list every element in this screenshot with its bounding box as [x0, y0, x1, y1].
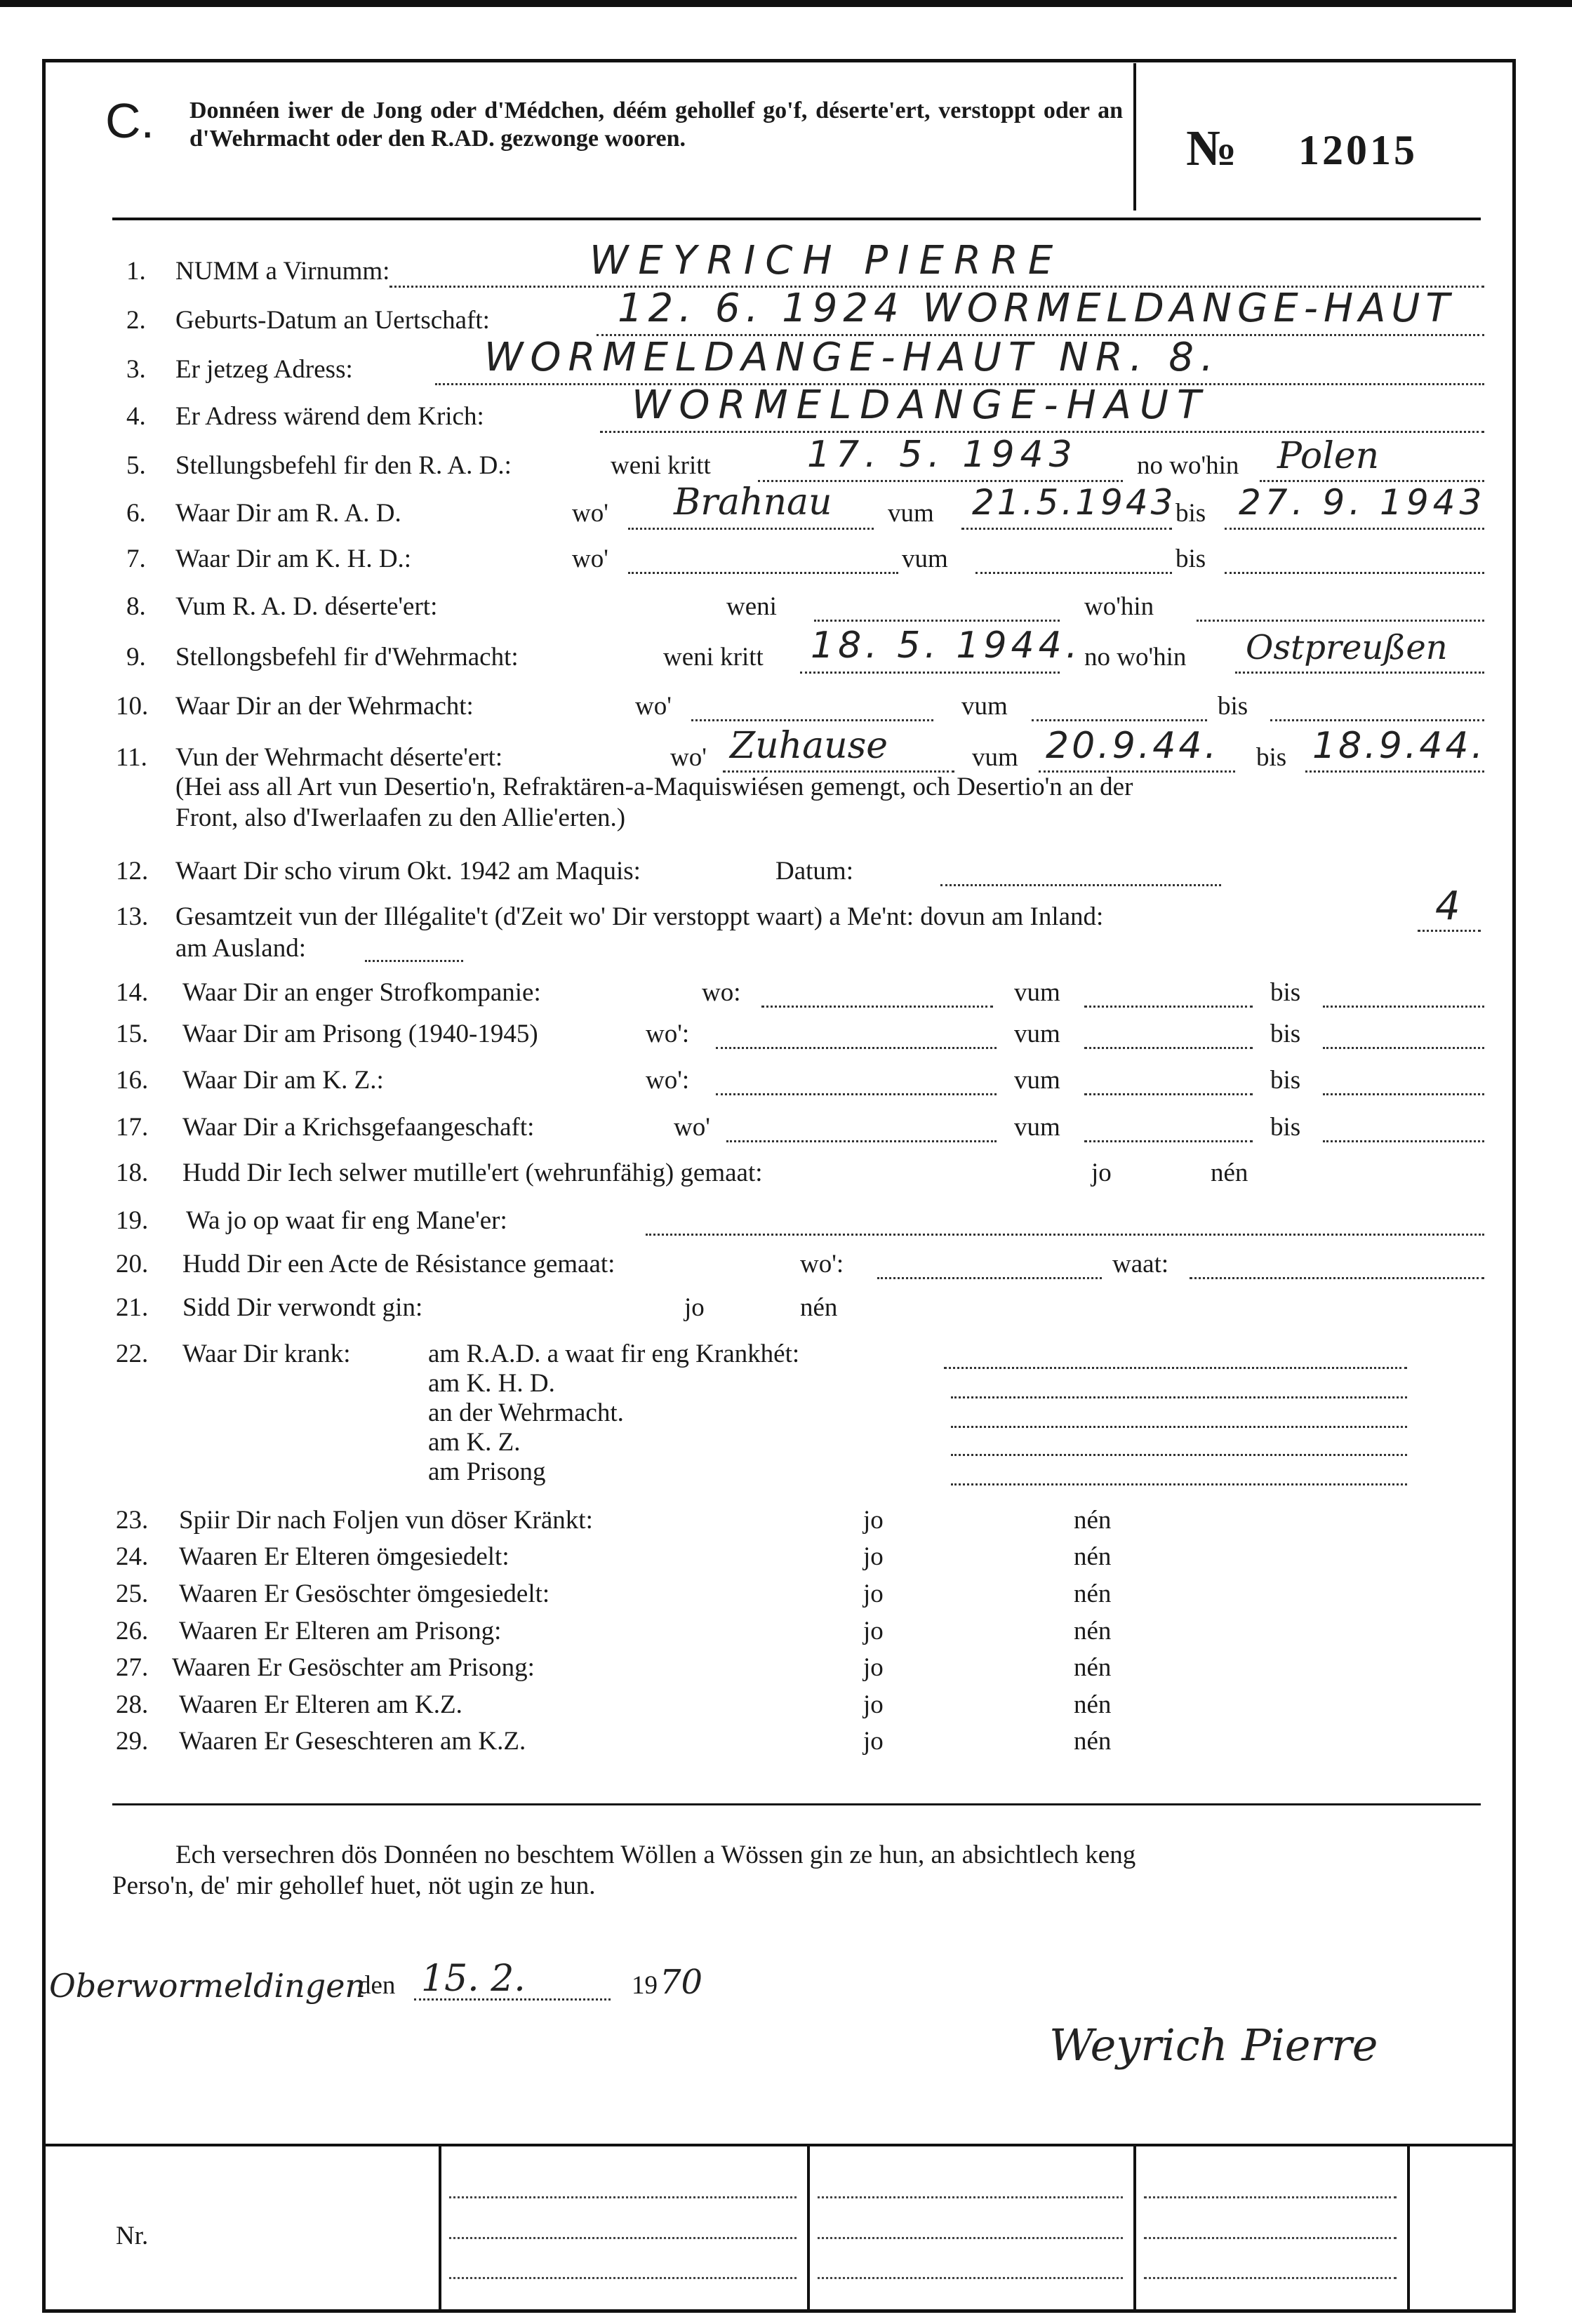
q2-label: Geburts-Datum an Uertschaft: [175, 306, 490, 335]
q9-weni-label: weni kritt [663, 643, 764, 672]
q11-wo-value[interactable]: Zuhause [730, 725, 888, 767]
q1-label: NUMM a Virnumm: [175, 257, 390, 286]
q11-wo-label: wo' [670, 743, 707, 772]
footer-divider-4 [1407, 2144, 1410, 2312]
footer-cell-line[interactable] [449, 2237, 797, 2239]
q17-num: 17. [116, 1113, 149, 1142]
q29-nen[interactable]: nén [1074, 1727, 1112, 1756]
q20-wo-line [877, 1277, 1102, 1279]
q9-wohin-value[interactable]: Ostpreußen [1246, 628, 1448, 667]
q26-jo[interactable]: jo [863, 1617, 884, 1645]
q27-num: 27. [116, 1653, 149, 1682]
q16-bis-label: bis [1270, 1066, 1301, 1095]
q24-num: 24. [116, 1542, 149, 1571]
q9-weni-line [800, 672, 1060, 674]
q8-num: 8. [126, 592, 146, 621]
q7-bis-line [1225, 572, 1484, 574]
q21-jo[interactable]: jo [684, 1293, 705, 1322]
q26-num: 26. [116, 1617, 149, 1645]
q7-bis-label: bis [1175, 545, 1206, 573]
q16-wo-line [716, 1093, 997, 1095]
q6-wo-label: wo' [572, 499, 608, 528]
q5-wohin-label: no wo'hin [1137, 451, 1239, 480]
q24-label: Waaren Er Elteren ömgesiedelt: [179, 1542, 509, 1571]
top-edge-rule [0, 0, 1572, 7]
q22-num: 22. [116, 1340, 149, 1368]
q24-nen[interactable]: nén [1074, 1542, 1112, 1571]
q12-datum-line [940, 884, 1221, 886]
q22-label: Waar Dir krank: [182, 1340, 351, 1368]
q22-sub3: an der Wehrmacht. [428, 1398, 624, 1427]
q28-jo[interactable]: jo [863, 1690, 884, 1719]
q24-jo[interactable]: jo [863, 1542, 884, 1571]
q10-wo-line [691, 719, 933, 721]
header-rule [112, 218, 1481, 220]
q16-bis-line [1323, 1093, 1484, 1095]
q14-vum-label: vum [1014, 978, 1060, 1007]
q6-vum-line [961, 528, 1172, 530]
q26-label: Waaren Er Elteren am Prisong: [179, 1617, 502, 1645]
q6-num: 6. [126, 499, 146, 528]
q14-bis-line [1323, 1006, 1484, 1008]
q3-num: 3. [126, 355, 146, 384]
q21-nen[interactable]: nén [800, 1293, 838, 1322]
q19-num: 19. [116, 1206, 149, 1235]
q8-weni-label: weni [726, 592, 777, 621]
q17-bis-line [1323, 1140, 1484, 1142]
footer-divider-3 [1133, 2144, 1136, 2312]
q28-num: 28. [116, 1690, 149, 1719]
q16-wo-label: wo': [646, 1066, 690, 1095]
footer-cell-line[interactable] [1144, 2196, 1397, 2198]
q4-value[interactable]: WORMELDANGE-HAUT [632, 382, 1210, 428]
q29-num: 29. [116, 1727, 149, 1756]
q18-label: Hudd Dir Iech selwer mutille'ert (wehrunfähig) gemaat: [182, 1158, 763, 1187]
declaration-line2: Perso'n, de' mir gehollef huet, nöt ugin ze hun. [112, 1871, 596, 1900]
q13-inland-value[interactable]: 4 [1435, 883, 1470, 929]
q8-label: Vum R. A. D. déserte'ert: [175, 592, 438, 621]
q23-label: Spiir Dir nach Foljen vun döser Kränkt: [179, 1506, 593, 1535]
q20-wo-label: wo': [800, 1250, 844, 1278]
footer-divider-1 [439, 2144, 441, 2312]
q15-label: Waar Dir am Prisong (1940-1945) [182, 1020, 538, 1048]
q5-weni-value[interactable]: 17. 5. 1943 [807, 434, 1078, 476]
q9-label: Stellongsbefehl fir d'Wehrmacht: [175, 643, 519, 672]
q11-vum-value[interactable]: 20.9.44. [1046, 725, 1220, 767]
q16-vum-line [1084, 1093, 1253, 1095]
q22-sub2-line [951, 1396, 1407, 1398]
footer-divider-2 [807, 2144, 810, 2312]
q20-num: 20. [116, 1250, 149, 1278]
q7-vum-line [975, 572, 1172, 574]
footer-cell-line[interactable] [818, 2196, 1123, 2198]
q22-sub3-line [951, 1426, 1407, 1428]
q5-num: 5. [126, 451, 146, 480]
q20-label: Hudd Dir een Acte de Résistance gemaat: [182, 1250, 615, 1278]
q11-num: 11. [116, 743, 147, 772]
q20-waat-line [1190, 1277, 1484, 1279]
q8-weni-line [814, 620, 1060, 622]
q10-label: Waar Dir an der Wehrmacht: [175, 692, 474, 721]
q14-num: 14. [116, 978, 149, 1007]
footer-cell-line[interactable] [1144, 2237, 1397, 2239]
q7-num: 7. [126, 545, 146, 573]
signature-place[interactable]: Oberwormeldingen [49, 1967, 366, 2005]
q15-vum-line [1084, 1047, 1253, 1049]
q2-num: 2. [126, 306, 146, 335]
q29-label: Waaren Er Geseschteren am K.Z. [179, 1727, 526, 1756]
q10-vum-label: vum [961, 692, 1008, 721]
signature-year[interactable]: 70 [660, 1963, 703, 2002]
q13-num: 13. [116, 902, 149, 931]
q25-num: 25. [116, 1580, 149, 1608]
q17-bis-label: bis [1270, 1113, 1301, 1142]
q6-bis-line [1225, 528, 1484, 530]
q21-label: Sidd Dir verwondt gin: [182, 1293, 423, 1322]
signature-den: den [358, 1971, 396, 2000]
q27-jo[interactable]: jo [863, 1653, 884, 1682]
q18-jo[interactable]: jo [1091, 1158, 1112, 1187]
q25-jo[interactable]: jo [863, 1580, 884, 1608]
q22-sub1: am R.A.D. a waat fir eng Krankhét: [428, 1340, 800, 1368]
q1-value[interactable]: WEYRICH PIERRE [590, 238, 1063, 283]
footer-cell-line[interactable] [449, 2277, 797, 2279]
q13-ausland-label: am Ausland: [175, 934, 307, 963]
q5-weni-label: weni kritt [611, 451, 711, 480]
q16-num: 16. [116, 1066, 149, 1095]
q3-label: Er jetzeg Adress: [175, 355, 353, 384]
q13-inland-line [1418, 930, 1481, 932]
q22-sub4: am K. Z. [428, 1428, 521, 1457]
q6-label: Waar Dir am R. A. D. [175, 499, 401, 528]
q11-bis-label: bis [1256, 743, 1287, 772]
q27-nen[interactable]: nén [1074, 1653, 1112, 1682]
q17-label: Waar Dir a Krichsgefaangeschaft: [182, 1113, 535, 1142]
q15-vum-label: vum [1014, 1020, 1060, 1048]
q11-label: Vun der Wehrmacht déserte'ert: [175, 743, 503, 772]
q16-label: Waar Dir am K. Z.: [182, 1066, 384, 1095]
q8-wohin-label: wo'hin [1084, 592, 1154, 621]
q6-vum-value[interactable]: 21.5.1943 [972, 482, 1176, 523]
q1-num: 1. [126, 257, 146, 286]
q17-wo-label: wo' [674, 1113, 710, 1142]
q5-wohin-value[interactable]: Polen [1277, 435, 1380, 477]
q9-num: 9. [126, 643, 146, 672]
q17-wo-line [726, 1140, 997, 1142]
q14-vum-line [1084, 1006, 1253, 1008]
q22-sub5: am Prisong [428, 1457, 546, 1486]
q7-wo-label: wo' [572, 545, 608, 573]
q4-label: Er Adress wärend dem Krich: [175, 402, 484, 431]
q14-label: Waar Dir an enger Strofkompanie: [182, 978, 541, 1007]
signature-date[interactable]: 15. 2. [421, 1958, 526, 2000]
q6-wo-value[interactable]: Brahnau [674, 481, 832, 523]
q11-note-line2: Front, also d'Iwerlaafen zu den Allie'erten.) [175, 803, 626, 832]
number-sign: № [1186, 120, 1237, 176]
q10-num: 10. [116, 692, 149, 721]
form-number: 12015 [1298, 127, 1418, 173]
q3-value[interactable]: WORMELDANGE-HAUT NR. 8. [484, 335, 1220, 380]
q9-wohin-line [1235, 672, 1484, 674]
q11-vum-label: vum [972, 743, 1018, 772]
declaration-rule [112, 1803, 1481, 1805]
q22-sub4-line [951, 1454, 1407, 1456]
q15-bis-label: bis [1270, 1020, 1301, 1048]
q18-nen[interactable]: nén [1211, 1158, 1248, 1187]
q26-nen[interactable]: nén [1074, 1617, 1112, 1645]
q19-label: Wa jo op waat fir eng Mane'er: [186, 1206, 507, 1235]
signature-year-prefix: 19 [632, 1971, 658, 2000]
q23-num: 23. [116, 1506, 149, 1535]
q10-bis-label: bis [1218, 692, 1248, 721]
q21-num: 21. [116, 1293, 149, 1322]
q10-wo-label: wo' [635, 692, 672, 721]
q4-line [600, 431, 1484, 433]
footer-nr-label: Nr. [116, 2222, 149, 2250]
q22-sub1-line [944, 1367, 1407, 1369]
q27-label: Waaren Er Gesöschter am Prisong: [172, 1653, 535, 1682]
q13-label: Gesamtzeit vun der Illégalite't (d'Zeit wo' Dir verstoppt waart) a Me'nt: dovun am Inland: [175, 902, 1104, 931]
q12-label: Waart Dir scho virum Okt. 1942 am Maquis: [175, 857, 641, 886]
q15-bis-line [1323, 1047, 1484, 1049]
q14-wo-line [761, 1006, 993, 1008]
q6-bis-label: bis [1175, 499, 1206, 528]
footer-top-rule [42, 2144, 1516, 2146]
q13-ausland-line [365, 960, 463, 962]
q10-vum-line [1032, 719, 1207, 721]
q7-vum-label: vum [902, 545, 948, 573]
q9-wohin-label: no wo'hin [1084, 643, 1187, 672]
q14-bis-label: bis [1270, 978, 1301, 1007]
q4-num: 4. [126, 402, 146, 431]
q25-label: Waaren Er Gesöschter ömgesiedelt: [179, 1580, 550, 1608]
q6-bis-value[interactable]: 27. 9. 1943 [1239, 482, 1486, 523]
q23-jo[interactable]: jo [863, 1506, 884, 1535]
q22-sub2: am K. H. D. [428, 1369, 555, 1398]
declaration-line1: Ech versechren dös Donnéen no beschtem Wöllen a Wössen gin ze hun, an absichtlech keng [175, 1841, 1136, 1869]
q10-bis-line [1270, 719, 1484, 721]
q12-datum-label: Datum: [775, 857, 853, 886]
q9-weni-value[interactable]: 18. 5. 1944. [811, 625, 1082, 667]
q18-num: 18. [116, 1158, 149, 1187]
q12-num: 12. [116, 857, 149, 886]
q28-nen[interactable]: nén [1074, 1690, 1112, 1719]
q6-vum-label: vum [888, 499, 934, 528]
section-letter: C. [105, 93, 154, 148]
q6-wo-line [628, 528, 874, 530]
q28-label: Waaren Er Elteren am K.Z. [179, 1690, 462, 1719]
q15-num: 15. [116, 1020, 149, 1048]
q2-value[interactable]: 12. 6. 1924 WORMELDANGE-HAUT [618, 286, 1456, 331]
footer-cell-line[interactable] [818, 2277, 1123, 2279]
footer-cell-line[interactable] [449, 2196, 797, 2198]
signature[interactable]: Weyrich Pierre [1049, 2019, 1378, 2071]
q7-label: Waar Dir am K. H. D.: [175, 545, 412, 573]
q5-label: Stellungsbefehl fir den R. A. D.: [175, 451, 512, 480]
q17-vum-label: vum [1014, 1113, 1060, 1142]
form-title: Donnéen iwer de Jong oder d'Médchen, déém gehollef go'f, déserte'ert, verstoppt oder an d'Wehrmacht oder den R.AD. gezwonge wooren. [189, 98, 1123, 152]
q15-wo-label: wo': [646, 1020, 690, 1048]
q19-line [646, 1234, 1484, 1236]
q22-sub5-line [951, 1483, 1407, 1485]
q11-note-line1: (Hei ass all Art vun Desertio'n, Refraktären-a-Maquiswiésen gemengt, och Desertio'n an der [175, 773, 1133, 801]
q17-vum-line [1084, 1140, 1253, 1142]
q7-wo-line [628, 572, 898, 574]
q16-vum-label: vum [1014, 1066, 1060, 1095]
q15-wo-line [716, 1047, 997, 1049]
footer-cell-line[interactable] [818, 2237, 1123, 2239]
q14-wo-label: wo: [702, 978, 741, 1007]
q11-bis-value[interactable]: 18.9.44. [1312, 725, 1486, 767]
q29-jo[interactable]: jo [863, 1727, 884, 1756]
q25-nen[interactable]: nén [1074, 1580, 1112, 1608]
q8-wohin-line [1197, 620, 1484, 622]
footer-cell-line[interactable] [1144, 2277, 1397, 2279]
q20-waat-label: waat: [1112, 1250, 1169, 1278]
header-divider [1133, 63, 1136, 211]
q23-nen[interactable]: nén [1074, 1506, 1112, 1535]
